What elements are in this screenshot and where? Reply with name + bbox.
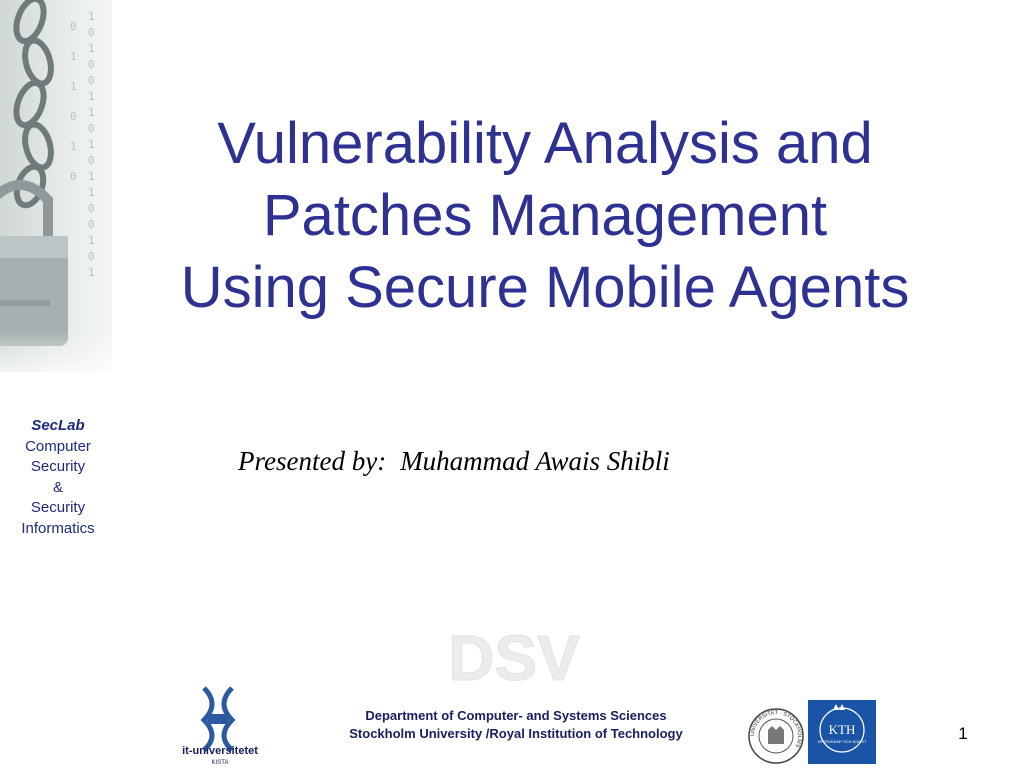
- dsv-watermark-logo: [444, 624, 584, 688]
- presenter-label: Presented by:: [238, 446, 387, 476]
- padlock-chain-image: [0, 0, 112, 372]
- title-line: Vulnerability Analysis and: [217, 111, 873, 176]
- svg-text:1: 1: [88, 138, 95, 151]
- svg-text:0: 0: [70, 20, 77, 33]
- svg-text:0: 0: [88, 122, 95, 135]
- presenter-name: Muhammad Awais Shibli: [400, 446, 670, 476]
- svg-text:0: 0: [88, 202, 95, 215]
- svg-text:1: 1: [88, 170, 95, 183]
- dept-line-2: Stockholm University /Royal Institution of Technology: [349, 726, 683, 741]
- it-universitetet-logo: [170, 684, 270, 766]
- padlock-icon: [0, 0, 112, 372]
- dept-line-1: Department of Computer- and Systems Sciences: [365, 708, 667, 723]
- svg-text:0: 0: [88, 26, 95, 39]
- seclab-label: [0, 416, 116, 539]
- seclab-line: Security: [30, 499, 86, 516]
- title-line: Using Secure Mobile Agents: [180, 255, 910, 320]
- seclab-line: &: [52, 478, 63, 496]
- it-universitetet-text: it-universitetet: [182, 745, 258, 757]
- seclab-line: Computer: [25, 437, 91, 455]
- kth-logo: [808, 700, 876, 764]
- svg-text:0: 0: [88, 74, 95, 87]
- sidebar: [0, 0, 112, 768]
- svg-text:1: 1: [88, 266, 95, 279]
- seclab-line: Security: [30, 458, 86, 475]
- svg-text:0: 0: [88, 58, 95, 71]
- page-number: 1: [958, 724, 968, 743]
- svg-text:1: 1: [70, 80, 77, 93]
- kth-motto: VETENSKAP OCH KONST: [817, 739, 867, 744]
- stockholm-university-seal: [746, 706, 806, 766]
- slide-title: [140, 108, 950, 324]
- kth-text: KTH: [828, 722, 856, 737]
- svg-text:1: 1: [88, 106, 95, 119]
- svg-text:1: 1: [88, 186, 95, 199]
- svg-text:0: 0: [70, 170, 77, 183]
- seclab-line: Informatics: [21, 519, 95, 537]
- svg-text:0: 0: [88, 218, 95, 231]
- svg-text:1: 1: [88, 10, 95, 23]
- svg-text:0: 0: [88, 250, 95, 263]
- presenter-line: [238, 446, 838, 477]
- svg-text:1: 1: [70, 140, 77, 153]
- kista-text: KISTA: [211, 760, 229, 766]
- svg-text:0: 0: [88, 154, 95, 167]
- dsv-watermark-text: DSV: [448, 624, 580, 688]
- svg-text:1: 1: [88, 42, 95, 55]
- svg-text:1: 1: [70, 50, 77, 63]
- seal-ring-text: UNIVERSITET · STOCKHOLMS ·: [749, 709, 803, 752]
- department-text: [296, 707, 736, 743]
- svg-text:1: 1: [88, 90, 95, 103]
- title-line: Patches Management: [262, 183, 828, 248]
- image-fade: [0, 330, 112, 372]
- svg-text:1: 1: [88, 234, 95, 247]
- svg-text:0: 0: [70, 110, 77, 123]
- seclab-brand: SecLab: [31, 417, 85, 434]
